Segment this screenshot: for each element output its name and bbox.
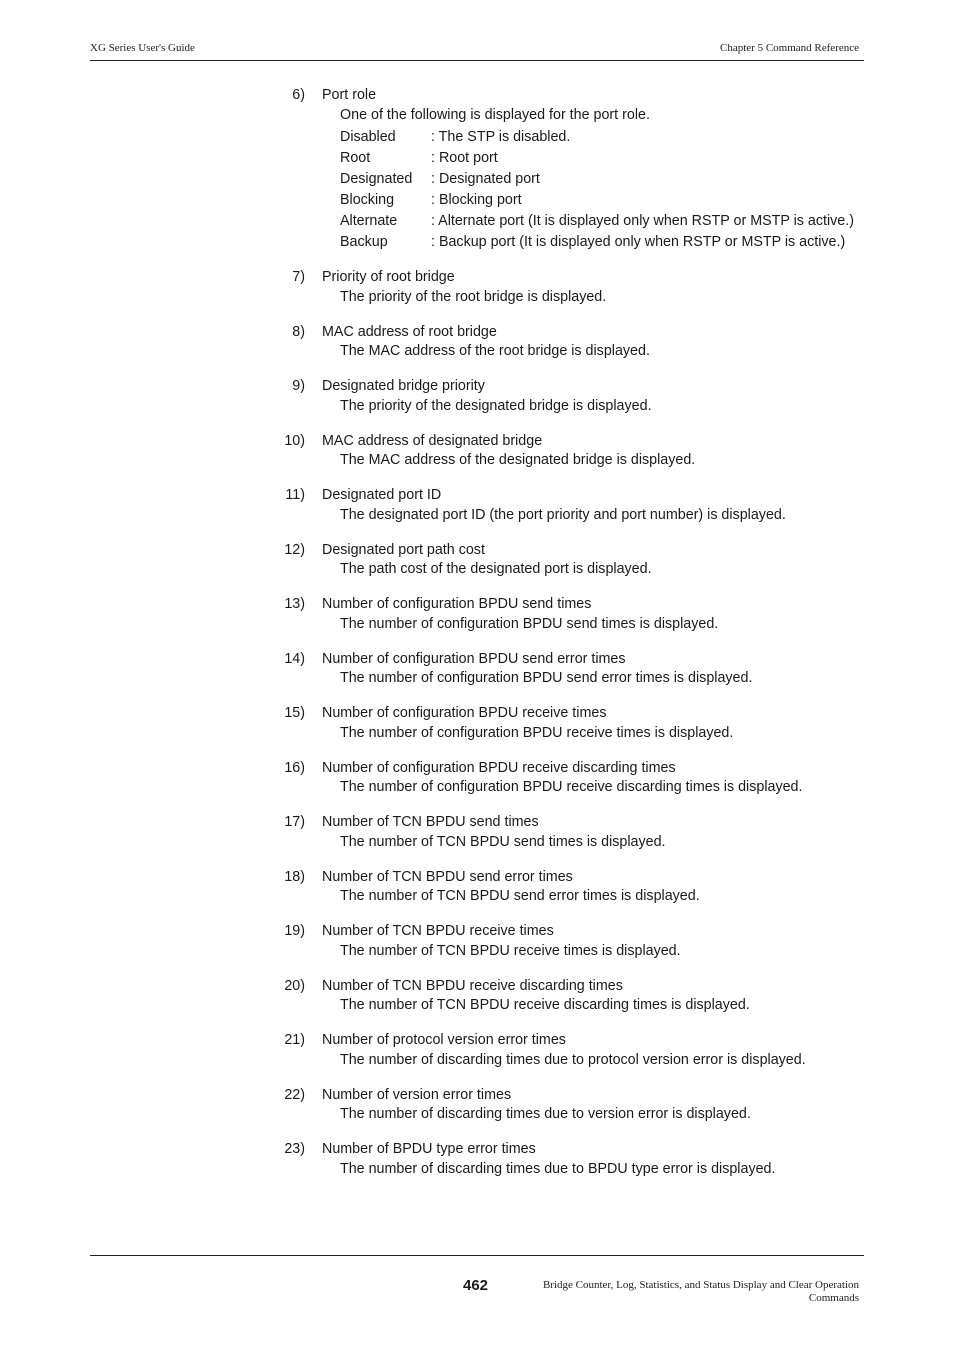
list-item [270,704,870,743]
list-item [270,977,870,1016]
role-row [340,148,870,169]
item-title: Number of version error times [322,1086,512,1103]
list-item [270,541,870,580]
item-title: Number of configuration BPDU send error times [322,650,626,667]
list-item [270,759,870,798]
item-description: The number of discarding times due to BPDU type error is displayed. [340,1160,776,1177]
role-definition: : Backup port (It is displayed only when RSTP or MSTP is active.) [431,233,846,250]
list-item [270,1086,870,1125]
item-number: 15) [284,705,305,721]
role-term: Alternate [340,212,398,229]
item-title: Designated port path cost [322,541,485,558]
item-description: The number of configuration BPDU send times is displayed. [340,615,719,632]
role-row [340,169,870,190]
item-title: Number of configuration BPDU send times [322,596,592,612]
item-number: 8) [292,323,305,340]
footer-section-title [543,1279,859,1305]
item-number: 12) [284,541,305,558]
role-row [340,127,870,148]
item-description: The designated port ID (the port priority and port number) is displayed. [340,506,786,523]
item-title: Number of configuration BPDU receive times [322,705,607,721]
item-description: The number of configuration BPDU receive times is displayed. [340,724,734,741]
item-title: MAC address of designated bridge [322,432,543,449]
list-item [270,323,870,362]
item-number: 19) [284,923,305,939]
item-title: Number of TCN BPDU receive times [322,923,554,939]
role-row [340,211,870,232]
item-number: 23) [284,1141,305,1157]
item-title: Number of BPDU type error times [322,1141,536,1157]
item-description: The number of TCN BPDU receive times is displayed. [340,942,681,959]
list-item [270,922,870,961]
item-title: Number of configuration BPDU receive discarding times [322,759,676,776]
item-description: The path cost of the designated port is displayed. [340,561,652,577]
item-number: 17) [284,814,305,830]
page-number: 462 [463,1277,489,1294]
item-title: Priority of root bridge [322,269,455,285]
item-description: The number of TCN BPDU send times is displayed. [340,833,666,850]
item-description: The number of TCN BPDU receive discarding times is displayed. [340,997,750,1013]
list-item [270,268,870,307]
role-definition: : Designated port [431,170,540,187]
item-number: 22) [284,1086,305,1103]
header-guide-title: XG Series User's Guide [90,42,195,54]
role-term: Backup [340,233,388,250]
list-item [270,1031,870,1070]
item-description: The number of TCN BPDU send error times is displayed. [340,888,700,904]
item-number: 13) [284,596,305,612]
item-number: 20) [284,977,305,994]
list-item [270,813,870,852]
item-description: The priority of the root bridge is displayed. [340,288,607,305]
item-number: 21) [284,1032,305,1048]
role-term: Disabled [340,128,396,145]
list-item [270,377,870,416]
item-description: The number of configuration BPDU send error times is displayed. [340,670,753,686]
item-title: MAC address of root bridge [322,323,497,340]
list-item [270,432,870,471]
item-title: Designated bridge priority [322,378,485,394]
footer-rule [90,1255,864,1256]
item-description: One of the following is displayed for the port role. [340,106,650,123]
list-item [270,486,870,525]
role-term: Designated [340,170,413,187]
item-number: 11) [285,487,305,503]
item-title: Number of protocol version error times [322,1032,566,1048]
role-term: Root [340,149,371,166]
item-title: Number of TCN BPDU send error times [322,868,573,885]
item-description: The MAC address of the designated bridge is displayed. [340,452,696,468]
role-row [340,232,870,253]
role-definition: : The STP is disabled. [431,128,571,145]
port-role-table [340,127,870,253]
item-description: The priority of the designated bridge is displayed. [340,397,652,414]
list-item [270,650,870,689]
item-number: 18) [284,868,305,885]
header-chapter-title: Chapter 5 Command Reference [720,42,859,54]
role-definition: : Root port [431,149,498,166]
item-title: Designated port ID [322,487,442,503]
item-number: 14) [284,650,305,667]
item-description: The number of discarding times due to protocol version error is displayed. [340,1051,806,1068]
list-item-port-role [270,86,870,253]
role-row [340,190,870,211]
header-rule [90,60,864,61]
item-number: 6) [292,87,305,103]
item-description: The number of configuration BPDU receive discarding times is displayed. [340,779,803,795]
item-description: The number of discarding times due to version error is displayed. [340,1106,751,1122]
item-description: The MAC address of the root bridge is displayed. [340,343,650,359]
item-number: 9) [292,378,305,394]
list-item [270,1140,870,1179]
footer-line: Commands [808,1292,859,1304]
list-item [270,868,870,907]
item-title: Number of TCN BPDU send times [322,814,539,830]
footer-line: Bridge Counter, Log, Statistics, and Status Display and Clear Operation [542,1279,859,1291]
document-body [270,86,870,1195]
role-definition: : Blocking port [431,191,522,208]
item-title: Number of TCN BPDU receive discarding times [322,977,623,994]
role-term: Blocking [340,191,395,208]
item-number: 16) [284,759,305,776]
item-number: 10) [284,432,305,449]
list-item [270,595,870,634]
item-title: Port role [322,87,377,103]
item-number: 7) [292,269,305,285]
role-definition: : Alternate port (It is displayed only when RSTP or MSTP is active.) [431,212,854,229]
